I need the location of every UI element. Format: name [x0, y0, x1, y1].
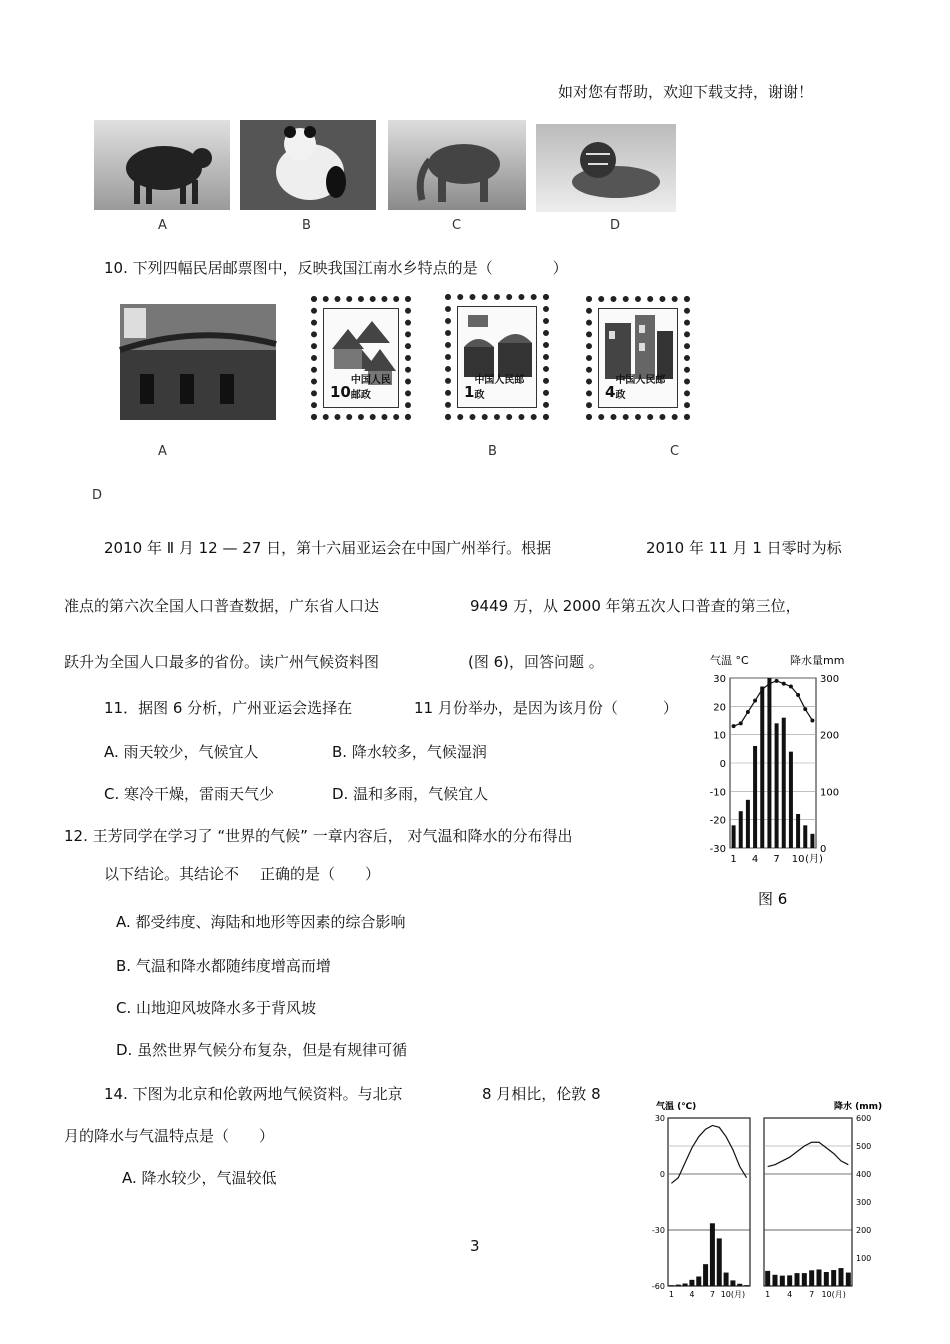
chart14-panel-frame — [668, 1118, 750, 1286]
chart6-precip-tick: 300 — [820, 674, 840, 685]
chart14-precip-bar — [839, 1268, 844, 1286]
chart6-temp-point — [753, 699, 757, 703]
stamp-c-value: 1 — [464, 383, 475, 401]
yak-photo — [94, 120, 230, 210]
chart14-x-tick: 4 — [787, 1290, 793, 1299]
chart14-precip-bar — [669, 1285, 674, 1286]
elephant-photo — [388, 120, 526, 210]
chart6-precip-bar — [767, 678, 771, 848]
chart14-precip-tick: 600 — [856, 1114, 872, 1123]
chart14-precip-tick: 300 — [856, 1198, 872, 1207]
chart14-panel-frame — [764, 1118, 852, 1286]
question-11-option-a: A. 雨天较少，气候宜人 — [104, 743, 259, 761]
chart6-temp-point — [732, 724, 736, 728]
chart14-temp-label: 气温 (℃) — [656, 1102, 697, 1112]
chart14-precip-bar — [676, 1285, 681, 1286]
stamp-b-country: 中国人民邮政 — [350, 375, 391, 401]
stamp-label-b: B — [488, 444, 497, 459]
passage-line-2a: 准点的第六次全国人口普查数据，广东省人口达 — [64, 597, 380, 615]
chart14-precip-bar — [787, 1275, 792, 1286]
question-12-option-c: C. 山地迎风坡降水多于背风坡 — [116, 999, 317, 1017]
chart14-precip-tick: 400 — [856, 1170, 872, 1179]
chart6-temp-tick: -10 — [709, 787, 726, 799]
chart6-temp-point — [803, 707, 807, 711]
chart14-x-tick: 10(月) — [821, 1290, 846, 1299]
chart6-temp-tick: 20 — [713, 702, 726, 714]
chart6-temp-tick: -30 — [709, 844, 726, 855]
passage-line-2b: 9449 万，从 2000 年第五次人口普查的第三位， — [470, 597, 801, 615]
chart14-temp-tick: -60 — [651, 1282, 665, 1291]
question-14-option-a: A. 降水较少，气温较低 — [122, 1169, 277, 1187]
question-12-option-b: B. 气温和降水都随纬度增高而增 — [116, 957, 331, 975]
chart14-precip-bar — [846, 1273, 851, 1286]
chart6-precip-tick: 0 — [820, 844, 827, 855]
chart6-precip-bar — [775, 723, 779, 848]
chart14-precip-bar — [710, 1223, 715, 1286]
chart6-temp-point — [789, 685, 793, 689]
chart14-precip-bar — [689, 1280, 694, 1286]
chart6-temp-point — [796, 693, 800, 697]
stamp-b-value: 10 — [330, 383, 351, 401]
question-11-stem-a: 11．据图 6 分析，广州亚运会选择在 — [104, 699, 353, 717]
question-12-option-d: D. 虽然世界气候分布复杂，但是有规律可循 — [116, 1041, 408, 1059]
question-11-option-b: B. 降水较多，气候湿润 — [332, 743, 487, 761]
chart6-precip-tick: 200 — [820, 730, 840, 742]
photo-label-b: B — [302, 218, 311, 233]
chart14-precip-bar — [780, 1276, 785, 1286]
question-14-stem-a: 14. 下图为北京和伦敦两地气候资料。与北京 — [104, 1085, 403, 1103]
chart6-x-tick: 7 — [773, 854, 780, 865]
chart6-temp-tick: -20 — [709, 815, 726, 827]
photo-label-c: C — [452, 218, 462, 233]
stamp-c — [445, 294, 549, 420]
chart14-precip-bar — [831, 1270, 836, 1286]
chart14-temp-line — [671, 1125, 746, 1183]
chart6-temp-point — [782, 682, 786, 686]
chart14-precip-label: 降水 (mm) — [834, 1102, 883, 1112]
chart14-temp-tick: 30 — [654, 1114, 665, 1123]
chart14-precip-bar — [683, 1283, 688, 1286]
chart6-precip-bar — [782, 718, 786, 848]
chart14-precip-bar — [765, 1271, 770, 1286]
chart6-temp-point — [810, 719, 814, 723]
chart14-x-tick: 1 — [765, 1290, 771, 1299]
chart14-precip-bar — [696, 1276, 701, 1286]
chart6-precip-tick: 100 — [820, 787, 840, 799]
chart6-temp-point — [767, 682, 771, 686]
question-12-option-a: A. 都受纬度、海陆和地形等因素的综合影响 — [116, 913, 406, 931]
stamp-label-a: A — [158, 444, 167, 459]
chart14-precip-bar — [717, 1238, 722, 1286]
stamp-d-value: 4 — [605, 383, 616, 401]
chart6-caption: 图 6 — [758, 890, 788, 908]
question-11-option-c: C. 寒冷干燥，雷雨天气少 — [104, 785, 275, 803]
chart6-temp-point — [760, 687, 764, 691]
question-14-stem-b: 8 月相比，伦敦 8 — [482, 1085, 601, 1103]
stamp-label-d: D — [92, 488, 103, 503]
stamp-label-c: C — [670, 444, 680, 459]
chart6-x-tick: 1 — [730, 854, 737, 865]
stamp-a-image — [120, 304, 276, 420]
chart14-precip-bar — [795, 1273, 800, 1286]
question-12-stem-b1: 以下结论。其结论不 — [104, 865, 240, 883]
chart6-temp-tick: 30 — [713, 674, 726, 685]
chart6-temp-tick: 0 — [719, 759, 726, 770]
chart6-precip-bar — [753, 746, 757, 848]
chart6-precip-label: 降水量mm — [790, 654, 845, 667]
stamp-d-country: 中国人民邮政 — [615, 375, 666, 401]
passage-line-1b: 2010 年 11 月 1 日零时为标 — [646, 539, 842, 557]
stamp-d — [586, 296, 690, 420]
chart14-precip-bar — [802, 1273, 807, 1286]
chart6-precip-bar — [739, 811, 743, 848]
chart14-precip-bar — [773, 1275, 778, 1286]
question-11-stem-b: 11 月份举办，是因为该月份（ ） — [414, 699, 678, 717]
chart14-precip-bar — [730, 1280, 735, 1286]
chart14-temp-tick: -30 — [651, 1226, 665, 1235]
stamp-b — [311, 296, 411, 420]
chart14-precip-bar — [703, 1264, 708, 1286]
chart6-precip-bar — [803, 825, 807, 848]
chart6-x-tick: 4 — [751, 854, 759, 865]
chart6-temp-point — [746, 710, 750, 714]
page-number: 3 — [470, 1237, 480, 1255]
question-12-stem-b2: 正确的是（ ） — [260, 865, 381, 883]
passage-line-1a: 2010 年 Ⅱ 月 12 — 27 日，第十六届亚运会在中国广州举行。根据 — [104, 539, 552, 557]
tiger-photo — [536, 124, 676, 212]
chart14-precip-bar — [724, 1273, 729, 1286]
chart6-temp-point — [775, 679, 779, 683]
guangzhou-climate-chart — [700, 648, 850, 918]
chart14-x-tick: 10(月) — [720, 1290, 746, 1299]
chart14-precip-bar — [824, 1272, 829, 1286]
passage-line-3a: 跃升为全国人口最多的省份。读广州气候资料图 — [64, 653, 380, 671]
chart6-temp-tick: 10 — [713, 730, 726, 742]
chart14-precip-tick: 100 — [856, 1254, 872, 1263]
chart14-precip-tick: 500 — [856, 1142, 872, 1151]
chart6-x-tick: 10 — [791, 854, 805, 865]
passage-line-3b: (图 6)，回答问题 。 — [468, 653, 604, 671]
question-10-stem: 10. 下列四幅民居邮票图中，反映我国江南水乡特点的是（ ） — [104, 259, 568, 277]
chart14-precip-bar — [737, 1284, 742, 1286]
question-11-option-d: D. 温和多雨，气候宜人 — [332, 785, 489, 803]
header-note: 如对您有帮助，欢迎下载支持，谢谢！ — [558, 83, 814, 101]
chart6-temp-line — [734, 681, 813, 726]
chart14-precip-bar — [817, 1269, 822, 1286]
chart6-precip-bar — [732, 825, 736, 848]
chart6-precip-bar — [810, 834, 814, 848]
chart14-precip-tick: 200 — [856, 1226, 872, 1235]
question-14-stem-c: 月的降水与气温特点是（ ） — [64, 1127, 275, 1145]
chart6-precip-bar — [789, 752, 793, 848]
chart14-precip-bar — [809, 1270, 814, 1286]
chart6-temp-point — [739, 721, 743, 725]
chart6-precip-bar — [746, 800, 750, 848]
photo-label-d: D — [610, 218, 621, 233]
chart14-x-tick: 7 — [709, 1290, 715, 1299]
chart14-x-tick: 4 — [689, 1290, 695, 1299]
question-12-stem-a: 12. 王芳同学在学习了 “世界的气候” 一章内容后， 对气温和降水的分布得出 — [64, 827, 573, 845]
chart6-precip-bar — [760, 687, 764, 849]
chart14-precip-bar — [744, 1285, 749, 1286]
chart14-temp-tick: 0 — [659, 1170, 665, 1179]
chart6-precip-bar — [796, 814, 800, 848]
beijing-london-climate-chart — [651, 1096, 894, 1306]
panda-photo — [240, 120, 376, 210]
chart14-x-tick: 1 — [668, 1290, 674, 1299]
chart6-x-tick: (月) — [805, 854, 823, 865]
photo-label-a: A — [158, 218, 167, 233]
stamp-c-country: 中国人民邮政 — [474, 375, 525, 401]
chart6-temp-label: 气温 °C — [710, 654, 749, 667]
chart14-x-tick: 7 — [809, 1290, 815, 1299]
